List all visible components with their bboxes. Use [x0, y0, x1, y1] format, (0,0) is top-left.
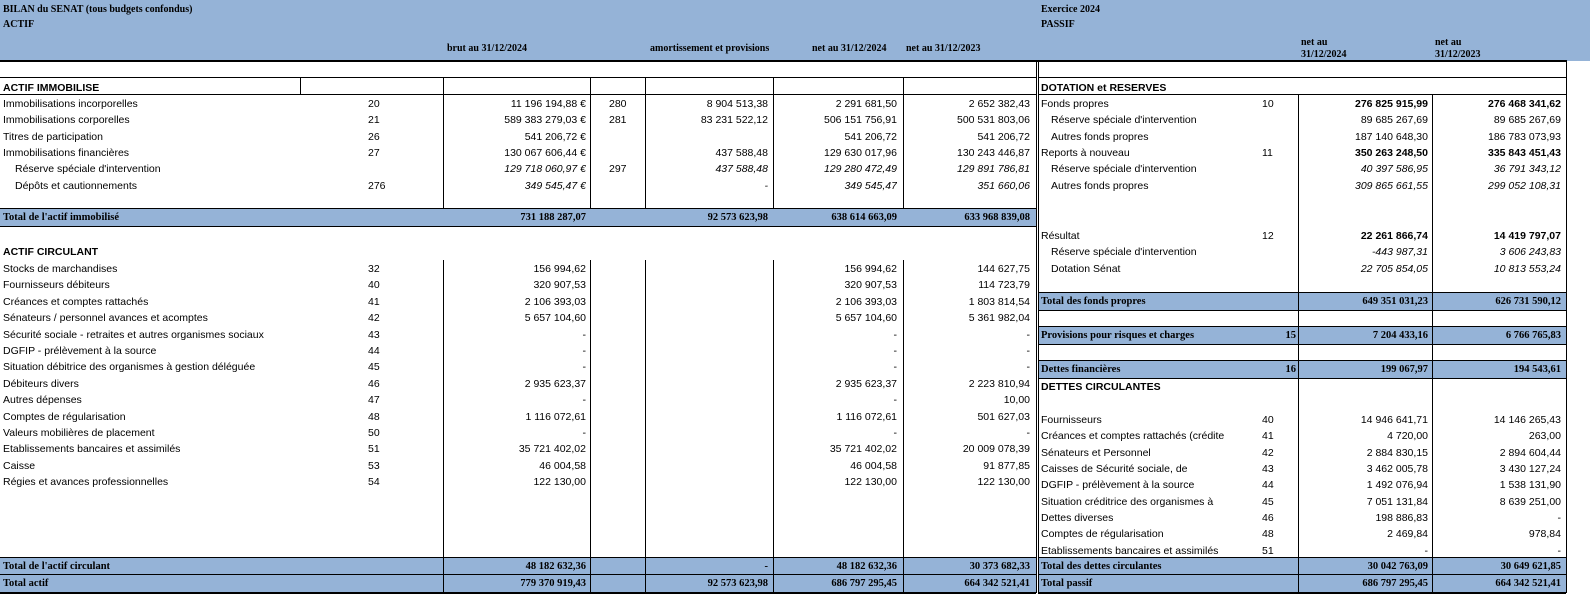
actif-circ-net24: 1 116 072,61: [836, 410, 897, 423]
passif-row-net23: 276 468 341,62: [1488, 98, 1561, 110]
passif-row-code: 10: [1262, 98, 1274, 110]
actif-circ-net23: 10,00: [1003, 394, 1030, 407]
passif-row-label: Réserve spéciale d'intervention: [1051, 163, 1197, 176]
passif-row-code: 45: [1262, 495, 1274, 508]
grid-hline: [1038, 292, 1566, 293]
passif-row-code: [1262, 261, 1292, 277]
passif-row-code: 48: [1262, 528, 1274, 541]
actif-circ-code: 44: [368, 345, 380, 357]
col-header-net24: net au 31/12/2024: [812, 43, 887, 54]
actif-circ-net23: 91 877,85: [983, 459, 1030, 472]
passif-row-net23: 14 419 797,07: [1493, 230, 1561, 242]
grid-hline: [0, 60, 1566, 62]
passif-row-net23: 36 791 343,12: [1493, 163, 1561, 176]
passif-col-net23-line1: net au: [1435, 37, 1462, 48]
actif-circ-label: Régies et avances professionnelles: [3, 476, 169, 489]
actif-circ-net24: -: [893, 394, 897, 407]
passif-row-code: 12: [1262, 230, 1274, 242]
actif-immo-code2: 280: [609, 98, 627, 110]
grid-vline: [1566, 60, 1567, 593]
passif-row-net24: 22 261 866,74: [1360, 230, 1428, 242]
actif-immo-amort: 437 588,48: [715, 163, 768, 176]
actif-immo-amort: 8 904 513,38: [706, 98, 768, 110]
actif-immo-code: [368, 161, 408, 177]
passif-dot-section: DOTATION et RESERVES: [1041, 82, 1167, 94]
passif-row-net24: 2 469,84: [1387, 528, 1428, 541]
passif-row-net24: 14 946 641,71: [1360, 414, 1428, 426]
actif-total-net24: 638 614 663,09: [831, 212, 897, 223]
actif-immo-net24: 129 630 017,96: [824, 146, 897, 159]
passif-row-code: [1262, 178, 1292, 194]
grid-vline: [300, 77, 301, 94]
passif-row-net24: 3 462 005,78: [1366, 463, 1428, 476]
actif-circ-code: 48: [368, 410, 380, 423]
passif-row-net24: 7 204 433,16: [1372, 330, 1428, 341]
actif-immo-amort: 437 588,48: [715, 146, 768, 159]
actif-circ-net23: -: [1026, 361, 1030, 374]
passif-col-net24-line1: net au: [1301, 37, 1328, 48]
actif-immo-label: Immobilisations financières: [3, 146, 130, 159]
passif-row-net24: 2 884 830,15: [1366, 446, 1428, 459]
actif-immo-label: Dépôts et cautionnements: [15, 179, 137, 192]
actif-immo-label: Immobilisations incorporelles: [3, 98, 138, 110]
actif-immo-label: Immobilisations corporelles: [3, 114, 130, 127]
col-header-net23: net au 31/12/2023: [906, 43, 981, 54]
passif-row-label: DGFIP - prélèvement à la source: [1041, 479, 1195, 492]
actif-circ-net24: 35 721 402,02: [829, 443, 897, 456]
passif-row-label: Sénateurs et Personnel: [1041, 446, 1151, 459]
passif-row-label: Réserve spéciale d'intervention: [1051, 114, 1197, 127]
passif-row-label: Caisses de Sécurité sociale, de: [1041, 463, 1188, 476]
grid-vline: [1038, 60, 1039, 593]
passif-row-label: Comptes de régularisation: [1041, 528, 1164, 541]
actif-immo-code: 20: [368, 98, 380, 110]
actif-total-amort: 92 573 623,98: [707, 578, 768, 589]
actif-circ-code: 47: [368, 394, 380, 407]
actif-circ-net23: 20 009 078,39: [962, 443, 1030, 456]
actif-circ-net23: 2 223 810,94: [968, 377, 1030, 390]
grid-vline: [443, 77, 444, 209]
passif-row-label: Autres fonds propres: [1051, 179, 1149, 192]
passif-row-net24: 7 051 131,84: [1366, 495, 1428, 508]
grid-hline: [1038, 592, 1566, 594]
actif-circ-net23: -: [1026, 427, 1030, 439]
passif-row-net23: 8 639 251,00: [1499, 495, 1561, 508]
actif-circ-label: Comptes de régularisation: [3, 410, 126, 423]
passif-row-net24: 89 685 267,69: [1360, 114, 1428, 127]
passif-row-net24: 686 797 295,45: [1362, 578, 1428, 589]
actif-circ-section: ACTIF CIRCULANT: [3, 246, 99, 258]
actif-circ-net23: -: [1026, 328, 1030, 341]
passif-row-label: Résultat: [1041, 230, 1080, 242]
passif-row-label: Dettes financières: [1041, 364, 1121, 375]
passif-row-code: [1262, 244, 1292, 260]
actif-circ-brut: 156 994,62: [533, 263, 586, 275]
passif-row-code: [1262, 112, 1292, 128]
grid-vline: [1298, 94, 1299, 594]
passif-row-net23: 30 649 621,85: [1500, 561, 1561, 572]
grid-hline: [1038, 326, 1566, 327]
actif-immo-amort: [647, 129, 768, 145]
actif-immo-code: 27: [368, 146, 380, 159]
actif-circ-brut: 320 907,53: [533, 279, 586, 292]
actif-circ-net23: 114 723,79: [978, 279, 1030, 292]
grid-vline: [773, 575, 774, 593]
actif-immo-net23: 500 531 803,06: [957, 114, 1030, 127]
actif-label: ACTIF: [3, 19, 35, 30]
col-header-amort: amortissement et provisions: [650, 43, 770, 54]
actif-immo-label: Titres de participation: [3, 130, 103, 143]
actif-circ-code: 43: [368, 328, 380, 341]
actif-total-label: Total de l'actif circulant: [3, 561, 111, 572]
actif-circ-brut: -: [582, 427, 586, 439]
actif-circ-net24: -: [893, 361, 897, 374]
actif-circ-brut: 2 935 623,37: [524, 377, 586, 390]
grid-vline: [1432, 94, 1433, 594]
grid-hline: [0, 592, 1036, 594]
grid-vline: [903, 77, 904, 209]
passif-row-net23: 14 146 265,43: [1493, 414, 1561, 426]
actif-total-brut: 731 188 287,07: [520, 212, 586, 223]
actif-circ-brut: -: [582, 345, 586, 357]
actif-total-label: Total actif: [3, 578, 49, 589]
passif-row-label: Etablissements bancaires et assimilés: [1041, 544, 1219, 557]
actif-immo-net23: 541 206,72: [977, 130, 1030, 143]
passif-row-net23: 978,84: [1528, 528, 1561, 541]
passif-row-net23: 626 731 590,12: [1495, 296, 1561, 307]
actif-immo-code2: [609, 178, 644, 194]
actif-circ-brut: -: [582, 328, 586, 341]
header-band: [0, 0, 1590, 61]
actif-circ-brut: 35 721 402,02: [518, 443, 586, 456]
passif-row-label: Dettes diverses: [1041, 512, 1114, 525]
actif-circ-net23: -: [1026, 345, 1030, 357]
actif-circ-code: 51: [368, 443, 380, 456]
actif-circ-brut: 122 130,00: [533, 476, 586, 489]
passif-row-code: 43: [1262, 463, 1274, 476]
passif-row-net24: 1 492 076,94: [1366, 479, 1428, 492]
actif-circ-net24: 46 004,58: [850, 459, 897, 472]
grid-hline: [0, 94, 1036, 95]
actif-circ-net23: 144 627,75: [977, 263, 1030, 275]
passif-row-label: Fournisseurs: [1041, 414, 1102, 426]
actif-circ-code: 53: [368, 459, 380, 472]
actif-immo-code: 276: [368, 179, 386, 192]
actif-immo-net24: 506 151 756,91: [824, 114, 897, 127]
actif-circ-label: Etablissements bancaires et assimilés: [3, 443, 181, 456]
passif-row-net23: 89 685 267,69: [1493, 114, 1561, 127]
actif-circ-net24: -: [893, 427, 897, 439]
actif-immo-net23: 129 891 786,81: [957, 163, 1030, 176]
actif-circ-net23: 122 130,00: [977, 476, 1030, 489]
passif-label: PASSIF: [1041, 19, 1075, 30]
grid-vline: [773, 260, 774, 575]
passif-row-net23: 2 894 604,44: [1499, 446, 1561, 459]
passif-row-label: Réserve spéciale d'intervention: [1051, 246, 1197, 259]
grid-hline: [1038, 310, 1566, 311]
passif-row-net23: 1 538 131,90: [1499, 479, 1561, 492]
actif-immo-amort: 83 231 522,12: [700, 114, 768, 127]
actif-circ-code: 42: [368, 312, 380, 325]
page-title: BILAN du SENAT (tous budgets confondus): [3, 4, 193, 15]
passif-row-code: [1262, 161, 1292, 177]
passif-row-net24: 350 263 248,50: [1355, 146, 1428, 159]
passif-row-net24: 22 705 854,05: [1360, 262, 1428, 275]
actif-circ-net24: 5 657 104,60: [835, 312, 897, 325]
actif-circ-brut: 2 106 393,03: [524, 295, 586, 308]
actif-immo-brut: 130 067 606,44 €: [504, 146, 586, 159]
actif-immo-net24: 349 545,47: [844, 179, 897, 192]
passif-row-net23: 186 783 073,93: [1488, 130, 1561, 143]
passif-col-net24-line2: 31/12/2024: [1301, 49, 1347, 60]
passif-row-net24: 309 865 661,55: [1355, 179, 1428, 192]
passif-dettes-section: DETTES CIRCULANTES: [1041, 381, 1161, 393]
passif-row-label: Total des fonds propres: [1041, 296, 1146, 307]
grid-vline: [590, 260, 591, 575]
actif-immo-code: 21: [368, 114, 380, 127]
passif-row-code: 44: [1262, 479, 1274, 492]
actif-circ-net24: 320 907,53: [844, 279, 897, 292]
passif-row-net23: 3 430 127,24: [1499, 463, 1561, 476]
passif-row-label: Autres fonds propres: [1051, 130, 1149, 143]
actif-circ-code: 46: [368, 377, 380, 390]
actif-immo-brut: 349 545,47 €: [524, 179, 586, 192]
grid-hline: [0, 557, 1036, 558]
actif-immo-code2: [609, 145, 644, 161]
grid-hline: [1038, 360, 1566, 361]
actif-circ-brut: 1 116 072,61: [525, 410, 586, 423]
grid-vline: [590, 77, 591, 209]
passif-row-label: Fonds propres: [1041, 98, 1109, 110]
actif-circ-net24: 156 994,62: [844, 263, 897, 275]
actif-total-net24: 686 797 295,45: [831, 578, 897, 589]
actif-circ-label: DGFIP - prélèvement à la source: [3, 345, 157, 357]
actif-immo-code2: [609, 129, 644, 145]
actif-circ-code: 40: [368, 279, 380, 292]
passif-row-label: Situation créditrice des organismes à: [1041, 495, 1214, 508]
actif-circ-label: Créances et comptes rattachés: [3, 295, 149, 308]
grid-vline: [443, 260, 444, 575]
grid-hline: [1038, 344, 1566, 345]
actif-circ-net23: 501 627,03: [977, 410, 1030, 423]
actif-circ-brut: -: [582, 361, 586, 374]
passif-row-code: 11: [1262, 146, 1273, 159]
actif-circ-net24: 122 130,00: [844, 476, 897, 489]
passif-row-net24: 4 720,00: [1387, 430, 1428, 443]
passif-row-net23: 3 606 243,83: [1499, 246, 1561, 259]
actif-total-brut: 779 370 919,43: [520, 578, 586, 589]
actif-circ-code: 50: [368, 427, 380, 439]
actif-circ-net24: -: [893, 345, 897, 357]
passif-row-net23: -: [1557, 544, 1561, 557]
passif-row-code: [1262, 129, 1292, 145]
actif-circ-code: 54: [368, 476, 380, 489]
actif-immo-brut: 11 196 194,88 €: [510, 98, 586, 110]
passif-row-label: Reports à nouveau: [1041, 146, 1130, 159]
actif-immo-net24: 2 291 681,50: [835, 98, 897, 110]
grid-hline: [1038, 77, 1566, 78]
exercise-label: Exercice 2024: [1041, 4, 1100, 15]
actif-circ-label: Sénateurs / personnel avances et acomptes: [3, 312, 208, 325]
grid-hline: [0, 226, 1036, 227]
actif-immo-label: Réserve spéciale d'intervention: [15, 163, 161, 176]
passif-row-label: Total passif: [1041, 578, 1093, 589]
passif-row-label: Total des dettes circulantes: [1041, 561, 1162, 572]
actif-total-amort: 92 573 623,98: [707, 212, 768, 223]
passif-row-net24: 198 886,83: [1375, 512, 1428, 525]
passif-row-net23: 299 052 108,31: [1488, 179, 1561, 192]
actif-total-brut: 48 182 632,36: [525, 561, 586, 572]
actif-circ-brut: 46 004,58: [539, 459, 586, 472]
passif-row-net23: 664 342 521,41: [1495, 578, 1561, 589]
actif-immo-section: ACTIF IMMOBILISE: [3, 82, 100, 94]
grid-hline: [0, 77, 1036, 78]
passif-row-net23: 194 543,61: [1513, 364, 1561, 375]
grid-vline: [590, 575, 591, 593]
passif-row-net24: 649 351 031,23: [1362, 296, 1428, 307]
actif-circ-code: 45: [368, 361, 380, 374]
grid-vline: [773, 77, 774, 209]
grid-vline: [903, 260, 904, 575]
grid-hline: [0, 208, 1036, 209]
passif-row-code: 42: [1262, 446, 1274, 459]
actif-immo-code2: 281: [609, 114, 627, 127]
actif-immo-amort: -: [764, 179, 768, 192]
actif-circ-net23: 1 803 814,54: [968, 295, 1030, 308]
actif-circ-net24: 2 935 623,37: [835, 377, 897, 390]
actif-immo-code: 26: [368, 130, 380, 143]
grid-vline: [645, 77, 646, 209]
grid-vline: [645, 260, 646, 575]
passif-row-net23: 263,00: [1528, 430, 1561, 443]
actif-circ-label: Caisse: [3, 459, 36, 472]
actif-immo-brut: 541 206,72 €: [524, 130, 586, 143]
actif-immo-code2: 297: [609, 163, 627, 176]
passif-row-label: Créances et comptes rattachés (crédite: [1041, 430, 1225, 443]
grid-vline: [903, 575, 904, 593]
passif-row-net24: 276 825 915,99: [1355, 98, 1428, 110]
actif-circ-label: Sécurité sociale - retraites et autres organismes sociaux: [3, 328, 264, 341]
passif-row-code: 16: [1285, 364, 1296, 375]
passif-row-net24: 30 042 763,09: [1367, 561, 1428, 572]
actif-circ-net24: 2 106 393,03: [835, 295, 897, 308]
actif-circ-net23: 5 361 982,04: [968, 312, 1030, 325]
actif-circ-code: 41: [368, 295, 380, 308]
passif-row-net24: -443 987,31: [1371, 246, 1428, 259]
actif-total-net23: 664 342 521,41: [964, 578, 1030, 589]
actif-total-label: Total de l'actif immobilisé: [3, 212, 119, 223]
actif-immo-brut: 589 383 279,03 €: [504, 114, 586, 127]
passif-row-net24: -: [1424, 544, 1428, 557]
passif-row-net24: 199 067,97: [1380, 364, 1428, 375]
actif-total-net23: 633 968 839,08: [964, 212, 1030, 223]
actif-immo-brut: 129 718 060,97 €: [504, 163, 586, 176]
passif-row-net23: 335 843 451,43: [1488, 146, 1561, 159]
passif-row-net23: 10 813 553,24: [1493, 262, 1561, 275]
passif-row-label: Dotation Sénat: [1051, 262, 1121, 275]
actif-circ-label: Stocks de marchandises: [3, 263, 118, 275]
grid-vline: [443, 575, 444, 593]
actif-circ-label: Valeurs mobilières de placement: [3, 427, 155, 439]
passif-row-net23: -: [1557, 512, 1561, 525]
actif-immo-net23: 2 652 382,43: [968, 98, 1030, 110]
passif-row-code: 51: [1262, 544, 1274, 557]
passif-row-code: 40: [1262, 414, 1274, 426]
col-header-brut: brut au 31/12/2024: [447, 43, 528, 54]
actif-immo-net24: 129 280 472,49: [824, 163, 897, 176]
passif-row-code: 41: [1262, 430, 1274, 443]
actif-immo-net23: 351 660,06: [977, 179, 1030, 192]
actif-circ-label: Situation débitrice des organismes à gestion déléguée: [3, 361, 256, 374]
passif-col-net23-line2: 31/12/2023: [1435, 49, 1481, 60]
passif-row-net24: 187 140 648,30: [1355, 130, 1428, 143]
actif-immo-net23: 130 243 446,87: [957, 146, 1030, 159]
actif-circ-code: 32: [368, 263, 380, 275]
actif-circ-label: Autres dépenses: [3, 394, 82, 407]
actif-immo-net24: 541 206,72: [844, 130, 897, 143]
actif-total-amort: -: [764, 561, 768, 572]
passif-row-code: 15: [1285, 330, 1296, 341]
actif-circ-brut: 5 657 104,60: [524, 312, 586, 325]
actif-circ-net24: -: [893, 328, 897, 341]
passif-row-net23: 6 766 765,83: [1505, 330, 1561, 341]
actif-circ-label: Fournisseurs débiteurs: [3, 279, 110, 292]
actif-total-net24: 48 182 632,36: [836, 561, 897, 572]
actif-circ-brut: -: [582, 394, 586, 407]
actif-total-net23: 30 373 682,33: [969, 561, 1030, 572]
passif-row-label: Provisions pour risques et charges: [1041, 330, 1195, 341]
grid-vline: [1036, 60, 1037, 593]
grid-vline: [645, 575, 646, 593]
actif-circ-label: Débiteurs divers: [3, 377, 79, 390]
passif-row-code: 46: [1262, 512, 1274, 525]
passif-row-net24: 40 397 586,95: [1360, 163, 1428, 176]
